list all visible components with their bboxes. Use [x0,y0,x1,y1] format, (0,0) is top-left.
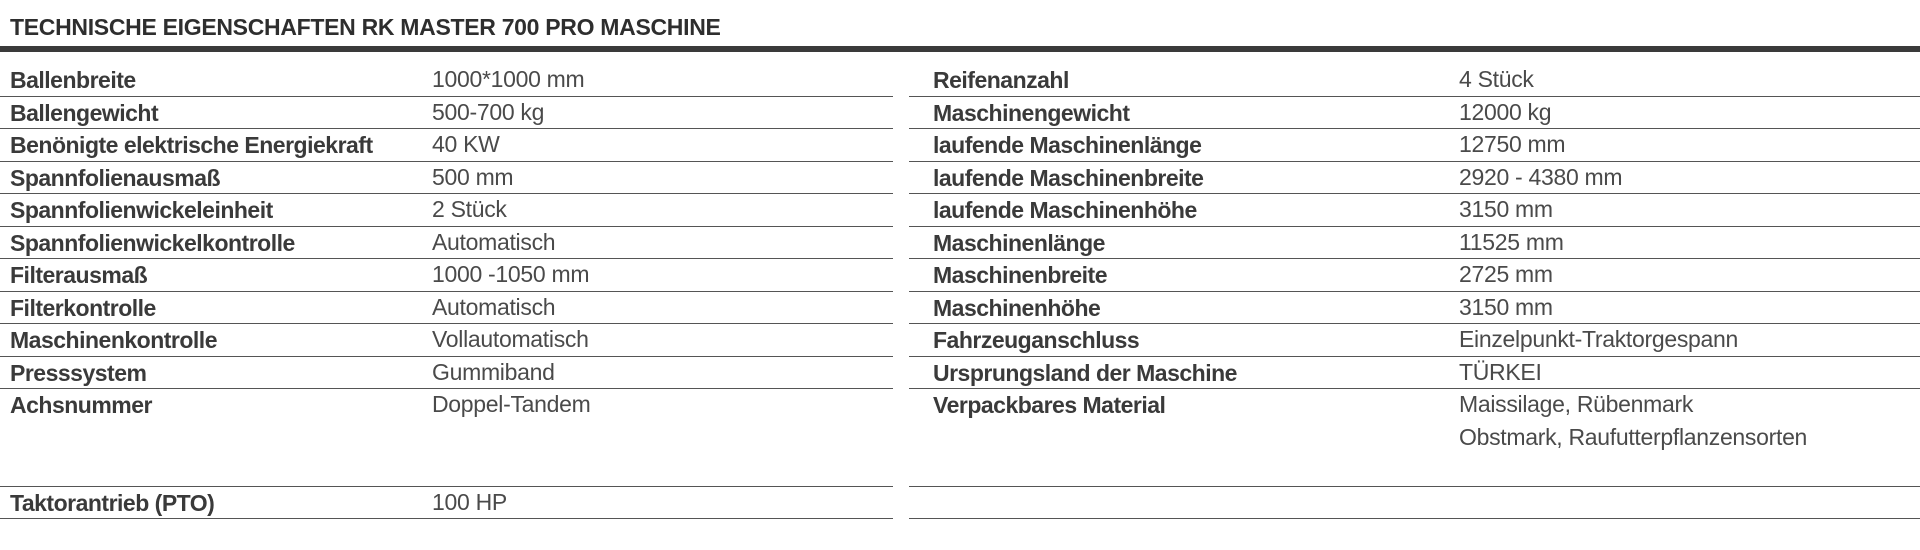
spec-label: Verpackbares Material [933,392,1166,418]
spec-label: Maschinenkontrolle [10,327,217,353]
spec-value: Gummiband [432,358,555,385]
spec-row [0,487,893,520]
spec-label: Taktorantrieb (PTO) [10,489,215,516]
spec-row [909,162,1920,195]
spec-row [909,259,1920,292]
spec-label: laufende Maschinenhöhe [933,197,1197,223]
spec-value: 2920 - 4380 mm [1459,163,1623,190]
spec-label: Spannfolienausmaß [10,164,221,191]
spec-label: Maschinengewicht [933,99,1130,126]
spec-row [0,292,893,325]
spec-row [0,129,893,162]
spec-value: 100 HP [432,488,507,515]
spec-label: Maschinenbreite [933,262,1107,288]
spec-label: Maschinenlänge [933,229,1105,256]
spec-row [909,357,1920,390]
spec-value: Automatisch [432,228,556,255]
spec-value: 1000*1000 mm [432,66,585,92]
title-divider [0,46,1920,52]
spec-value: 500-700 kg [432,98,545,125]
spec-value: 1000 -1050 mm [432,261,590,287]
spec-row [0,227,893,260]
spec-row [909,227,1920,260]
spec-label: Maschinenhöhe [933,294,1101,321]
spec-value: 500 mm [432,163,514,190]
spec-row [909,292,1920,325]
spec-value: 12750 mm [1459,131,1566,157]
spec-row [909,64,1920,97]
spec-value: 12000 kg [1459,98,1552,125]
right-spec-table [909,64,1920,519]
spec-row [0,194,893,227]
spec-label: Filterausmaß [10,262,148,288]
spec-row [0,64,893,97]
spec-label: Achsnummer [10,392,152,418]
spec-row [0,357,893,390]
spec-value: Vollautomatisch [432,326,589,352]
spec-value: 2725 mm [1459,261,1553,287]
spec-label: laufende Maschinenbreite [933,164,1204,191]
spec-label: Ballenbreite [10,67,136,93]
page-title: TECHNISCHE EIGENSCHAFTEN RK MASTER 700 PRO MASCHINE [10,14,721,40]
spec-value: 3150 mm [1459,293,1553,320]
spec-value-multiline [1459,388,1807,453]
spec-label: Fahrzeuganschluss [933,327,1140,353]
spec-row [0,324,893,357]
spec-row [909,97,1920,130]
spec-value-line: Obstmark, Raufutterpflanzensorten [1459,423,1808,450]
spec-value: 11525 mm [1459,228,1564,255]
spec-value: 3150 mm [1459,196,1553,222]
spec-label: laufende Maschinenlänge [933,132,1202,158]
spec-value: 4 Stück [1459,66,1534,92]
spec-row [909,324,1920,357]
spec-value: Einzelpunkt-Traktorgespann [1459,326,1739,352]
spec-label: Reifenanzahl [933,67,1069,93]
spec-value: 40 KW [432,131,500,157]
spec-row [909,194,1920,227]
spec-label: Spannfolienwickeleinheit [10,197,273,223]
spec-row [0,389,893,487]
spec-label: Benönigte elektrische Energiekraft [10,132,373,158]
spec-row-empty [909,487,1920,520]
spec-label: Spannfolienwickelkontrolle [10,229,295,256]
spec-value: Doppel-Tandem [432,391,591,417]
spec-row [0,162,893,195]
spec-row [0,97,893,130]
spec-label: Ballengewicht [10,99,159,126]
spec-label: Presssystem [10,359,147,386]
spec-value: 2 Stück [432,196,507,222]
spec-value: Automatisch [432,293,556,320]
spec-row [0,259,893,292]
spec-label: Filterkontrolle [10,294,156,321]
spec-label: Ursprungsland der Maschine [933,359,1237,386]
spec-value: TÜRKEI [1459,358,1542,385]
spec-row [909,389,1920,487]
left-spec-table [0,64,893,519]
spec-row [909,129,1920,162]
spec-value-line: Maissilage, Rübenmark [1459,391,1694,417]
